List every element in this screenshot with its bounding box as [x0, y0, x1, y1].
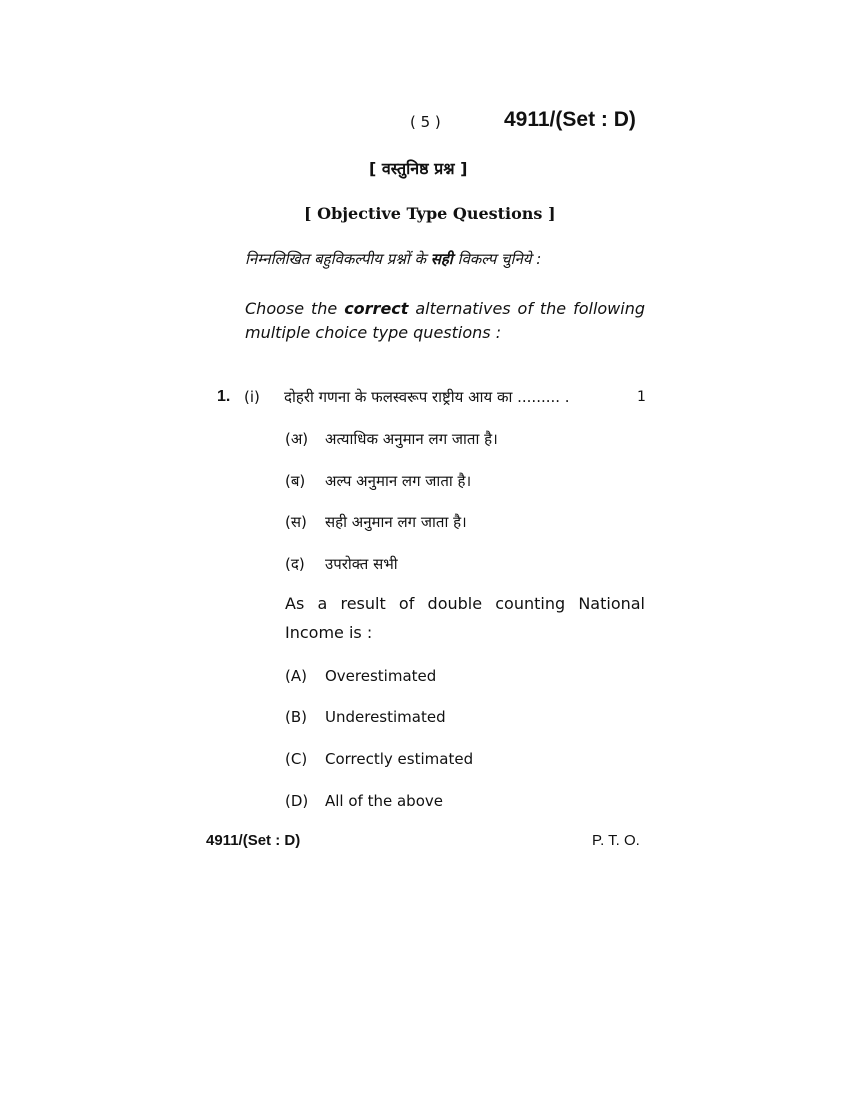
option-text-hindi: अत्याधिक अनुमान लग जाता है। [325, 430, 498, 448]
page-number: ( 5 ) [410, 113, 441, 131]
question-number: 1. [217, 388, 231, 405]
instruction-hindi [245, 249, 541, 269]
option-text-hindi: उपरोक्त सभी [325, 555, 398, 573]
instruction-english-bold: correct [344, 299, 409, 318]
option-label-hindi: (द) [285, 555, 305, 573]
option-label-hindi: (अ) [285, 430, 309, 448]
option-text-hindi: अल्प अनुमान लग जाता है। [325, 472, 472, 490]
option-text-english: Correctly estimated [325, 750, 474, 768]
paper-code-footer: 4911/(Set : D) [206, 832, 301, 849]
instruction-english-post: alternatives of the following [408, 299, 646, 318]
question-text-hindi: दोहरी गणना के फलस्वरूप राष्ट्रीय आय का ......... . [284, 388, 570, 406]
option-text-english: Overestimated [325, 667, 437, 685]
option-label-english: (C) [285, 750, 308, 768]
instruction-hindi-pre: निम्नलिखित बहुविकल्पीय प्रश्नों के [245, 250, 431, 268]
section-title-hindi: [ वस्तुनिष्ठ प्रश्न ] [369, 159, 468, 178]
option-text-english: All of the above [325, 792, 443, 810]
question-text-english-line2: Income is : [285, 623, 373, 642]
option-text-english: Underestimated [325, 708, 446, 726]
instruction-hindi-bold: सही [430, 250, 453, 268]
question-marks: 1 [637, 389, 646, 405]
section-title-english: [ Objective Type Questions ] [304, 204, 556, 223]
option-label-english: (A) [285, 667, 307, 685]
option-label-english: (B) [285, 708, 307, 726]
question-text-english-line1: As a result of double counting National [285, 594, 645, 613]
instruction-hindi-post: विकल्प चुनिये : [452, 250, 542, 268]
option-label-english: (D) [285, 792, 309, 810]
option-label-hindi: (ब) [285, 472, 306, 490]
pto-label: P. T. O. [592, 832, 640, 849]
question-subpart: (i) [244, 388, 260, 406]
paper-code-header: 4911/(Set : D) [504, 108, 636, 131]
option-text-hindi: सही अनुमान लग जाता है। [325, 513, 467, 531]
instruction-english-line1 [245, 294, 645, 323]
instruction-english-pre: Choose the [245, 299, 345, 318]
option-label-hindi: (स) [285, 513, 307, 531]
instruction-english-line2: multiple choice type questions : [245, 323, 502, 342]
